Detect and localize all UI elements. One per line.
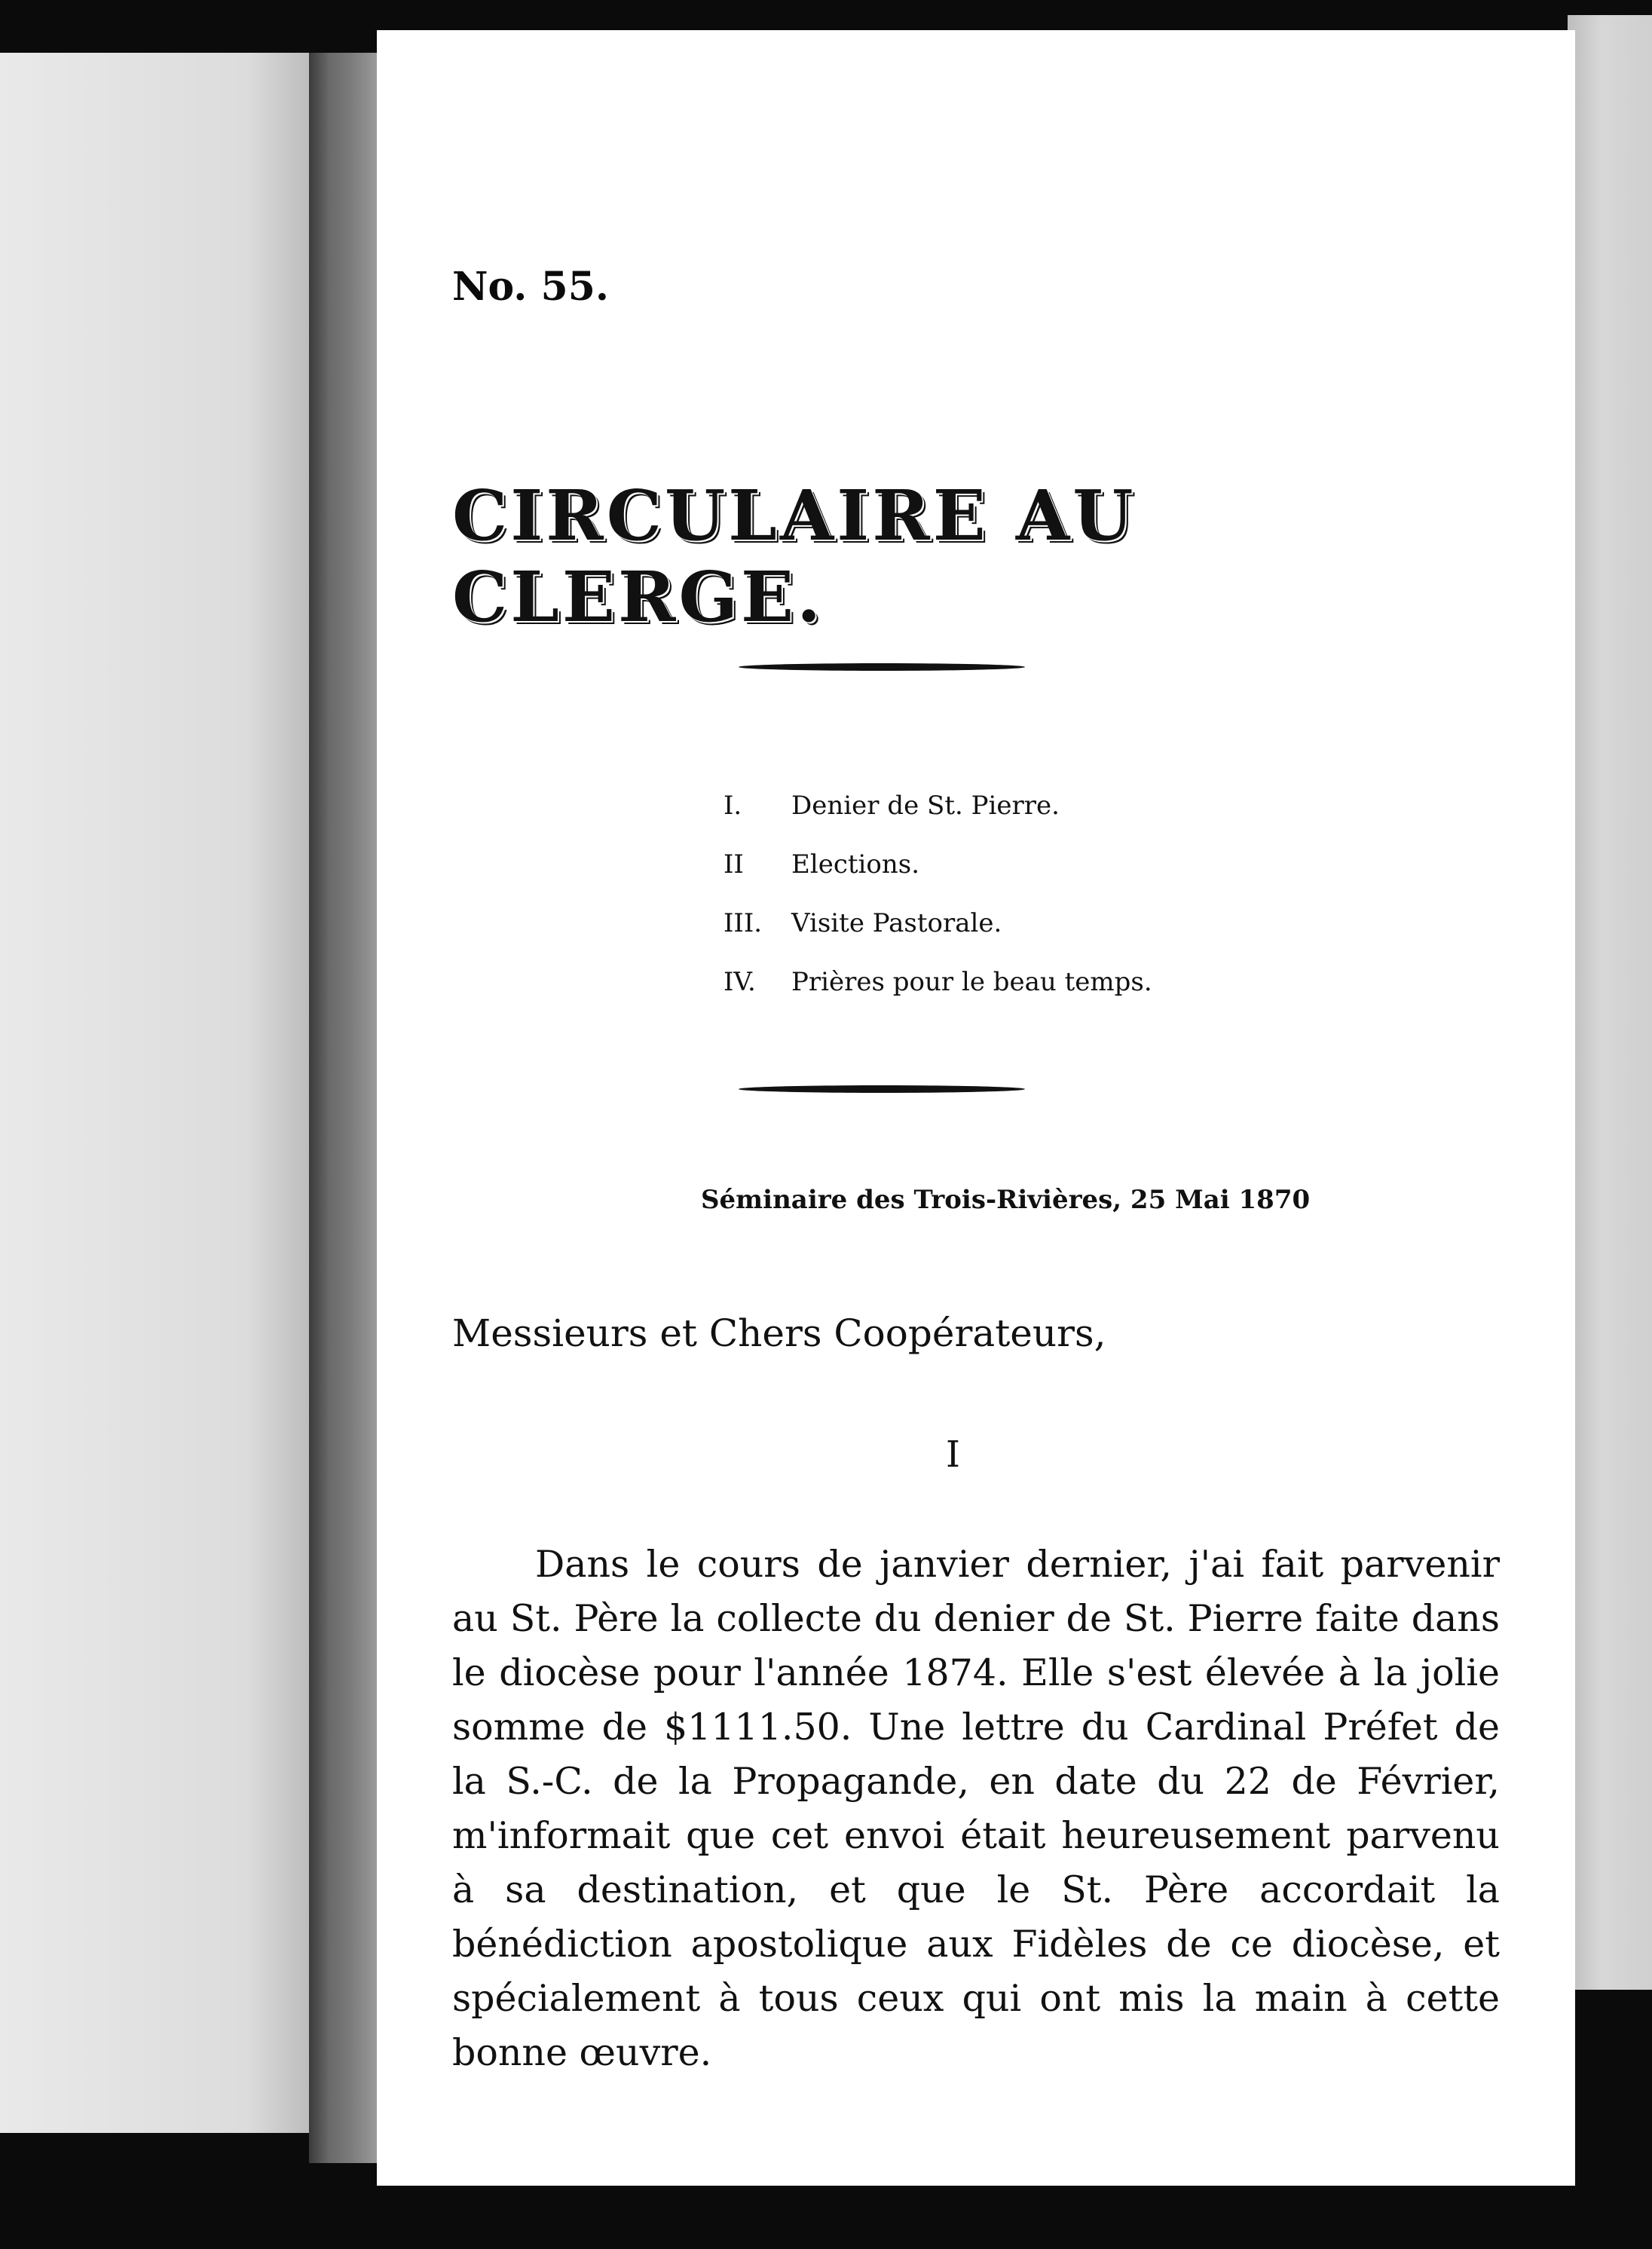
- right-page-edge: [1568, 15, 1652, 1990]
- toc-item: [724, 776, 1152, 835]
- table-of-contents: [724, 776, 1152, 1011]
- toc-item-label: Visite Pastorale.: [791, 908, 1002, 938]
- toc-item-numeral: II: [724, 849, 744, 880]
- dateline: Séminaire des Trois-Rivières, 25 Mai 1870: [701, 1185, 1311, 1215]
- document-page: [377, 30, 1575, 2186]
- section-numeral: I: [946, 1434, 960, 1476]
- body-paragraph: Dans le cours de janvier dernier, j'ai fait parvenir au St. Père la collecte du denier de St. Pierre faite dans le diocèse pour l'année 1874. Elle s'est élevée à la jolie somme de $1111.50. Une lettre du Cardinal Préfet de la S.-C. de la Propagande, en date du 22 de Février, m'informait que cet envoi était heureusement parvenu à sa destination, et que le St. Père accordait la bénédiction apostolique aux Fidèles de ce diocèse, et spécialement à tous ceux qui ont mis la main à cette bonne œuvre.: [452, 1543, 1500, 2074]
- toc-item: [724, 894, 1152, 953]
- toc-item-label: Denier de St. Pierre.: [791, 791, 1060, 821]
- document-title: CIRCULAIRE AU CLERGE.: [452, 475, 1137, 638]
- toc-item-label: Prières pour le beau temps.: [791, 967, 1152, 997]
- left-page-edge: [0, 53, 309, 2133]
- toc-item: [724, 835, 1152, 894]
- toc-item-label: Elections.: [791, 849, 920, 880]
- salutation: Messieurs et Chers Coopérateurs,: [452, 1311, 1106, 1355]
- decorative-rule-bottom: [739, 1085, 1025, 1093]
- toc-item-numeral: III.: [724, 908, 763, 938]
- book-gutter: [309, 53, 377, 2163]
- issue-number: No. 55.: [452, 264, 609, 310]
- toc-item-numeral: IV.: [724, 967, 756, 997]
- toc-item-numeral: I.: [724, 791, 742, 821]
- decorative-rule-top: [739, 663, 1025, 671]
- toc-item: [724, 953, 1152, 1011]
